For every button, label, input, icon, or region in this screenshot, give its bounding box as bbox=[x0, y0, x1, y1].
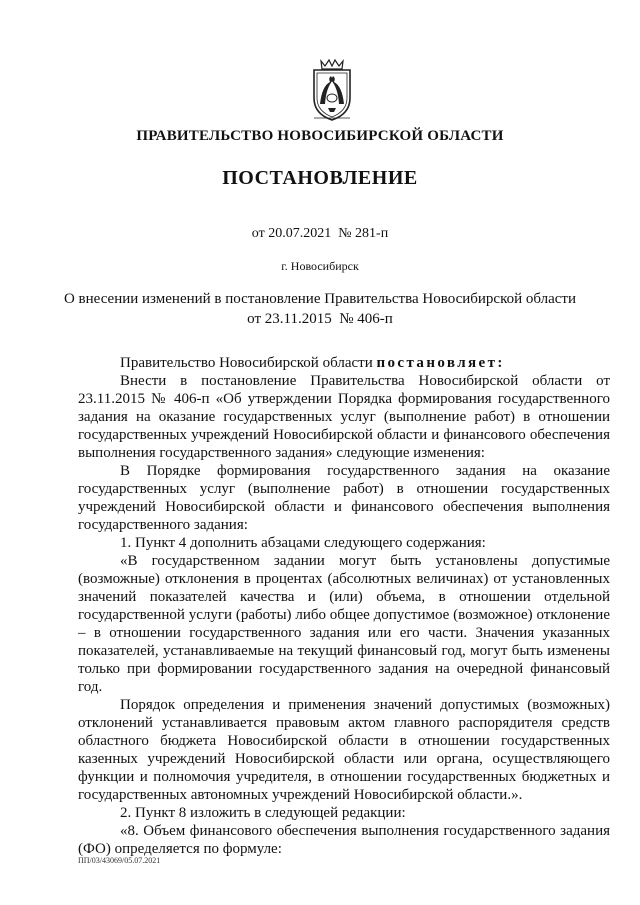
resolution-keyword: постановляет: bbox=[376, 355, 505, 371]
date-number-line: от 20.07.2021 № 281-п bbox=[251, 226, 389, 241]
city-line: г. Новосибирск bbox=[281, 259, 359, 273]
document-body bbox=[78, 354, 610, 858]
resolution-lead-text: Правительство Новосибирской области bbox=[120, 355, 377, 371]
body-paragraph: В Порядке формирования государственного задания на оказание государственных услуг (выполнение работ) в отношении государственных учреждений Новосибирской области и финансового обеспечения выполнения государственного задания: bbox=[78, 463, 610, 533]
body-paragraph: 1. Пункт 4 дополнить абзацами следующего содержания: bbox=[120, 535, 486, 551]
resolution-lead-paragraph bbox=[78, 354, 610, 372]
document-type-title: ПОСТАНОВЛЕНИЕ bbox=[222, 167, 418, 189]
organization-title: ПРАВИТЕЛЬСТВО НОВОСИБИРСКОЙ ОБЛАСТИ bbox=[136, 128, 504, 144]
subject-line-2: от 23.11.2015 № 406-п bbox=[247, 311, 393, 327]
body-paragraph: «В государственном задании могут быть установлены допустимые (возможные) отклонения в процентах (абсолютных величинах) от установленных значений показателей качества и (или) объема, в отношении отдельной государственной услуги (работы) либо общее допустимое (возможное) отклонение – в отношении государственного задания или его части. Значения указанных показателей, устанавливаемые на текущий финансовый год, могут быть изменены только при формировании государственного задания на очередной финансовый год. bbox=[78, 553, 610, 695]
body-paragraph: Порядок определения и применения значений допустимых (возможных) отклонений устанавливается правовым актом главного распорядителя средств областного бюджета Новосибирской области в отношении государственных казенных учреждений Новосибирской области или органа, осуществляющего функции и полномочия учредителя, в отношении государственных бюджетных и государственных автономных учреждений Новосибирской области.». bbox=[78, 697, 610, 803]
document-code-footer: ПП/03/43069/05.07.2021 bbox=[78, 856, 161, 865]
novosibirsk-coat-of-arms-icon bbox=[306, 58, 358, 122]
document-subject bbox=[0, 289, 640, 329]
body-paragraph: 2. Пункт 8 изложить в следующей редакции: bbox=[120, 805, 406, 821]
subject-line-1: О внесении изменений в постановление Правительства Новосибирской области bbox=[63, 291, 577, 307]
body-paragraph: «8. Объем финансового обеспечения выполнения государственного задания (ФО) определяется по формуле: bbox=[78, 823, 610, 857]
body-paragraph: Внести в постановление Правительства Новосибирской области от 23.11.2015 № 406-п «Об утверждении Порядка формирования государственного задания на оказание государственных услуг (выполнение работ) в отношении государственных учреждений Новосибирской области и финансового обеспечения выполнения государственного задания» следующие изменения: bbox=[78, 373, 610, 461]
